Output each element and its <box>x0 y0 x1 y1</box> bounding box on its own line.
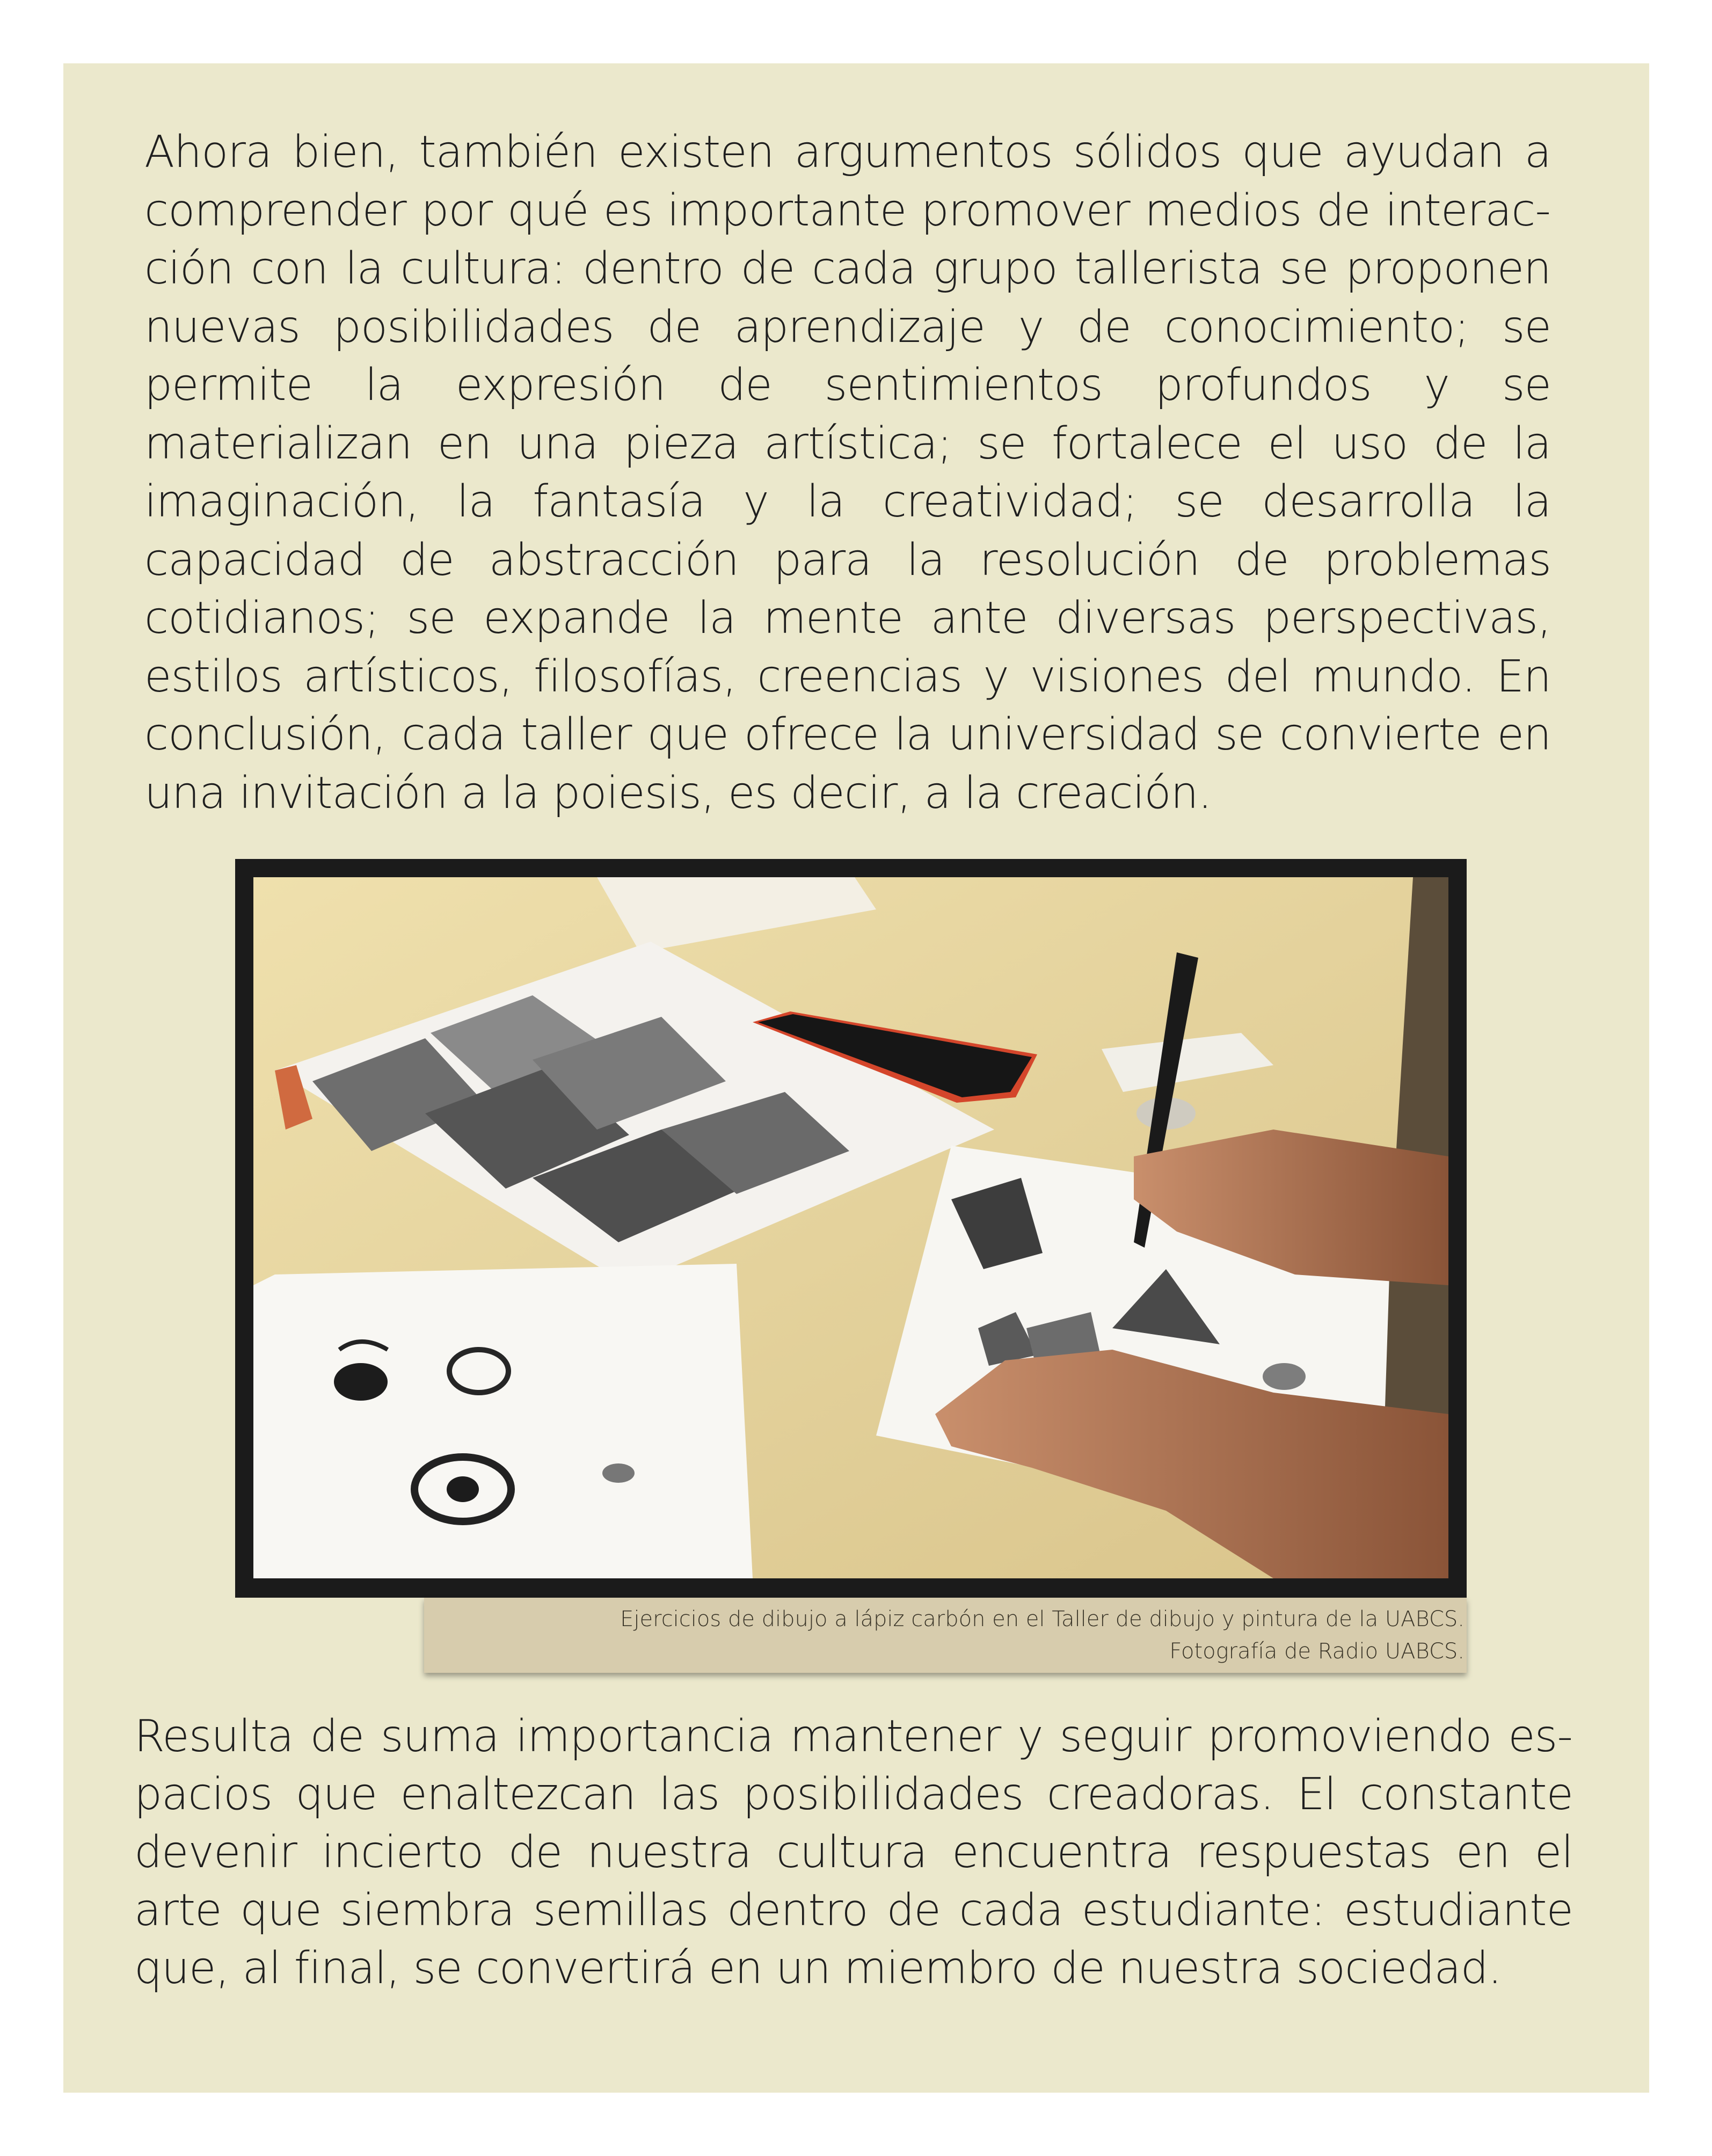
drawing-workshop-photo <box>253 877 1448 1578</box>
photo-caption-box <box>424 1598 1467 1673</box>
document-page <box>63 63 1649 2093</box>
caption-line-1: Ejercicios de dibujo a lápiz carbón en el Taller de dibujo y pintura de la UABCS. <box>620 1607 1465 1631</box>
photo-caption <box>620 1603 1465 1667</box>
body-paragraph-1: Ahora bien, también existen argumentos sólidos que ayudan a comprender por qué es importante promover medios de interacción con la cultura: dentro de cada grupo tallerista se proponen nuevas posibilidades de aprendizaje y de conocimiento; se permite la expresión de sentimientos profundos y se materializan en una pieza artística; se fortalece el uso de la imaginación, la fantasía y la creatividad; se desarrolla la capacidad de abstracción para la resolución de problemas cotidianos; se expande la mente ante diversas perspectivas, estilos artísticos, filosofías, creencias y visiones del mundo. En conclusión, cada taller que ofrece la universidad se convierte en una invitación a la poiesis, es decir, a la creación. <box>144 127 1551 819</box>
caption-line-2: Fotografía de Radio UABCS. <box>1169 1639 1465 1664</box>
drawing-sheet-left <box>253 1264 753 1578</box>
body-paragraph-2: Resulta de suma importancia mantener y seguir promoviendo espacios que enaltezcan las posibilidades creadoras. El constante devenir incierto de nuestra cultura encuentra respuestas en el arte que siembra semillas dentro de cada estudiante: estudiante que, al final, se convertirá en un miembro de nuestra sociedad. <box>134 1711 1573 1994</box>
photo-frame <box>235 859 1467 1598</box>
